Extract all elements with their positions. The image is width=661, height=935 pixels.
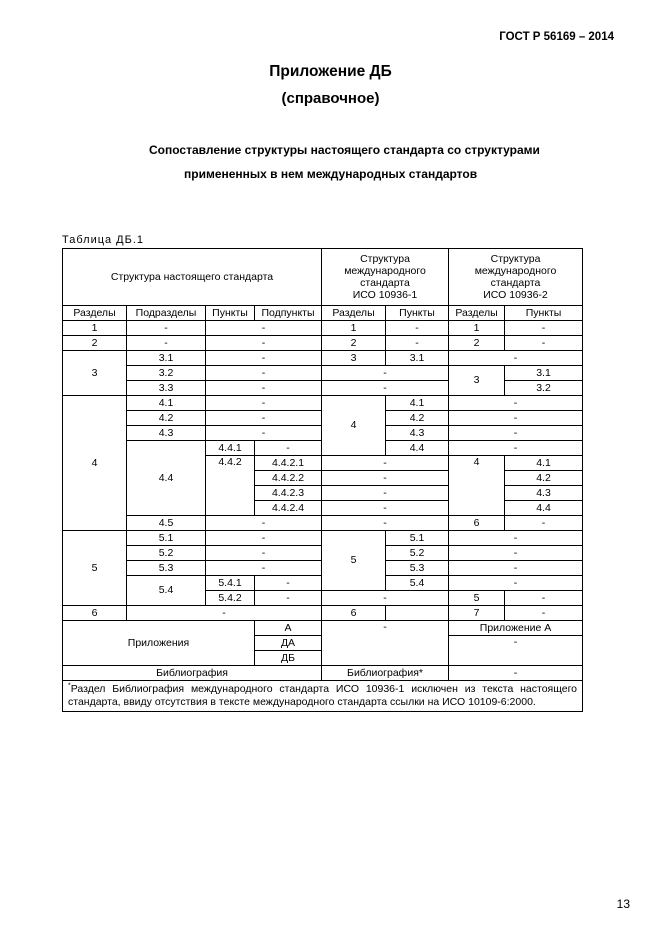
table-row bbox=[63, 606, 583, 621]
cell: 4.4.2.3 bbox=[255, 486, 322, 501]
table-row bbox=[63, 336, 583, 351]
cell: 4.4 bbox=[505, 501, 583, 516]
cell: - bbox=[255, 591, 322, 606]
cell: 4.3 bbox=[127, 426, 206, 441]
caption-line-1: Сопоставление структуры настоящего стандарта со структурами bbox=[149, 143, 540, 157]
cell: 2 bbox=[63, 336, 127, 351]
header-own-structure: Структура настоящего стандарта bbox=[63, 249, 322, 306]
cell: - bbox=[449, 411, 583, 426]
table-row bbox=[63, 321, 583, 336]
table-header-row bbox=[63, 249, 583, 306]
cell: 4.4 bbox=[127, 441, 206, 516]
cell: 5 bbox=[63, 531, 127, 606]
cell: 3.1 bbox=[127, 351, 206, 366]
cell: - bbox=[322, 501, 449, 516]
cell: - bbox=[449, 351, 583, 366]
cell: 4.1 bbox=[505, 456, 583, 471]
cell: 1 bbox=[322, 321, 386, 336]
cell: - bbox=[505, 606, 583, 621]
cell: 5 bbox=[449, 591, 505, 606]
cell: 5 bbox=[322, 531, 386, 591]
col-iso2-sections: Разделы bbox=[449, 306, 505, 321]
cell: 4.4.1 bbox=[206, 441, 255, 456]
cell: - bbox=[206, 561, 322, 576]
cell: - bbox=[449, 576, 583, 591]
cell: - bbox=[206, 411, 322, 426]
cell: 4 bbox=[63, 396, 127, 531]
cell: - bbox=[206, 381, 322, 396]
cell: - bbox=[322, 471, 449, 486]
cell: 3.2 bbox=[505, 381, 583, 396]
table-row bbox=[63, 381, 583, 396]
header-iso2-line: Структура bbox=[490, 253, 541, 265]
cell: ДА bbox=[255, 636, 322, 651]
cell: 7 bbox=[449, 606, 505, 621]
cell: 4.1 bbox=[127, 396, 206, 411]
cell: - bbox=[449, 441, 583, 456]
cell: 5.2 bbox=[386, 546, 449, 561]
table-row bbox=[63, 531, 583, 546]
cell: 3 bbox=[449, 366, 505, 396]
cell: 1 bbox=[63, 321, 127, 336]
cell: 5.2 bbox=[127, 546, 206, 561]
cell: - bbox=[255, 576, 322, 591]
cell: - bbox=[322, 591, 449, 606]
table-footnote bbox=[63, 681, 583, 712]
cell: - bbox=[127, 606, 322, 621]
cell: - bbox=[206, 351, 322, 366]
cell: 5.4 bbox=[127, 576, 206, 606]
cell: - bbox=[505, 516, 583, 531]
structure-comparison-table bbox=[62, 248, 583, 712]
cell: - bbox=[206, 546, 322, 561]
appendix-title: Приложение ДБ bbox=[269, 63, 392, 80]
cell: ДБ bbox=[255, 651, 322, 666]
cell: - bbox=[206, 531, 322, 546]
cell: - bbox=[206, 366, 322, 381]
cell: А bbox=[255, 621, 322, 636]
cell: - bbox=[449, 561, 583, 576]
cell: 5.4 bbox=[386, 576, 449, 591]
cell: - bbox=[206, 336, 322, 351]
cell: 4 bbox=[322, 396, 386, 456]
footnote-text: Раздел Библиография международного стандарта ИСО 10936-1 исключен из текста настоящего стандарта, ввиду отсутствия в тексте международного стандарта ссылки на ИСО 10109-6:2000. bbox=[68, 683, 578, 708]
cell: - bbox=[322, 486, 449, 501]
cell: - bbox=[449, 426, 583, 441]
bibliography-iso1: Библиография* bbox=[322, 666, 449, 681]
header-iso1-line: стандарта bbox=[360, 277, 410, 289]
header-iso2-line: международного bbox=[474, 265, 557, 277]
cell: - bbox=[322, 516, 449, 531]
cell: - bbox=[206, 426, 322, 441]
col-sections: Разделы bbox=[63, 306, 127, 321]
cell: Приложение А bbox=[449, 621, 583, 636]
cell: - bbox=[505, 336, 583, 351]
col-subpoints: Подпункты bbox=[255, 306, 322, 321]
cell: 3 bbox=[322, 351, 386, 366]
cell: - bbox=[449, 396, 583, 411]
col-points: Пункты bbox=[206, 306, 255, 321]
cell: 4.4.2 bbox=[206, 456, 255, 516]
header-iso2-line: ИСО 10936-2 bbox=[483, 289, 548, 301]
caption-line-2: примененных в нем международных стандартов bbox=[184, 167, 478, 181]
bibliography-own: Библиография bbox=[63, 666, 322, 681]
cell: 6 bbox=[449, 516, 505, 531]
cell: - bbox=[322, 381, 449, 396]
cell: - bbox=[386, 336, 449, 351]
cell: - bbox=[127, 336, 206, 351]
cell: - bbox=[449, 666, 583, 681]
cell: 4.4.2.2 bbox=[255, 471, 322, 486]
column-header-row bbox=[63, 306, 583, 321]
cell bbox=[386, 606, 449, 621]
cell: 4.2 bbox=[505, 471, 583, 486]
col-iso1-sections: Разделы bbox=[322, 306, 386, 321]
table-label: Таблица ДБ.1 bbox=[62, 234, 145, 246]
cell: 3.1 bbox=[505, 366, 583, 381]
cell: 4.4.2.1 bbox=[255, 456, 322, 471]
cell: 6 bbox=[63, 606, 127, 621]
cell: 3 bbox=[63, 351, 127, 396]
table-footnote-row bbox=[63, 681, 583, 712]
table-row-appendix bbox=[63, 621, 583, 636]
cell: - bbox=[322, 621, 449, 666]
footnote-mark: * bbox=[68, 682, 71, 690]
cell: - bbox=[449, 531, 583, 546]
table-row bbox=[63, 351, 583, 366]
col-subsections: Подразделы bbox=[127, 306, 206, 321]
header-iso2-structure bbox=[449, 249, 583, 306]
cell: 1 bbox=[449, 321, 505, 336]
cell: - bbox=[206, 396, 322, 411]
cell: 4.4 bbox=[386, 441, 449, 456]
cell: 5.3 bbox=[386, 561, 449, 576]
header-iso2-line: стандарта bbox=[490, 277, 541, 289]
cell: 4.3 bbox=[386, 426, 449, 441]
cell: 5.1 bbox=[386, 531, 449, 546]
cell: 4 bbox=[449, 456, 505, 516]
cell: 4.2 bbox=[386, 411, 449, 426]
table-row bbox=[63, 396, 583, 411]
cell: 6 bbox=[322, 606, 386, 621]
header-iso1-line: международного bbox=[344, 265, 426, 277]
cell: 4.1 bbox=[386, 396, 449, 411]
cell: - bbox=[206, 516, 322, 531]
cell: 5.4.1 bbox=[206, 576, 255, 591]
table-row-bibliography bbox=[63, 666, 583, 681]
cell: 5.4.2 bbox=[206, 591, 255, 606]
cell: 4.3 bbox=[505, 486, 583, 501]
page-number: 13 bbox=[616, 897, 630, 911]
cell: 2 bbox=[322, 336, 386, 351]
cell: 4.5 bbox=[127, 516, 206, 531]
cell: 5.3 bbox=[127, 561, 206, 576]
document-code: ГОСТ Р 56169 – 2014 bbox=[499, 31, 614, 43]
cell: 4.4.2.4 bbox=[255, 501, 322, 516]
cell: - bbox=[505, 321, 583, 336]
header-iso1-structure bbox=[322, 249, 449, 306]
cell: - bbox=[449, 636, 583, 666]
cell: - bbox=[255, 441, 322, 456]
cell: 3.1 bbox=[386, 351, 449, 366]
cell: - bbox=[127, 321, 206, 336]
cell: 4.2 bbox=[127, 411, 206, 426]
cell: - bbox=[386, 321, 449, 336]
cell: - bbox=[449, 546, 583, 561]
cell: 5.1 bbox=[127, 531, 206, 546]
header-iso1-line: Структура bbox=[360, 253, 410, 265]
appendix-subtitle: (справочное) bbox=[281, 90, 380, 107]
cell: - bbox=[322, 456, 449, 471]
header-iso1-line: ИСО 10936-1 bbox=[352, 289, 418, 301]
cell: - bbox=[206, 321, 322, 336]
cell: 3.2 bbox=[127, 366, 206, 381]
cell: - bbox=[505, 591, 583, 606]
cell: 3.3 bbox=[127, 381, 206, 396]
appendices-label: Приложения bbox=[63, 621, 255, 666]
cell: - bbox=[322, 366, 449, 381]
col-iso1-points: Пункты bbox=[386, 306, 449, 321]
cell: 2 bbox=[449, 336, 505, 351]
table-row bbox=[63, 516, 583, 531]
table-row bbox=[63, 366, 583, 381]
col-iso2-points: Пункты bbox=[505, 306, 583, 321]
